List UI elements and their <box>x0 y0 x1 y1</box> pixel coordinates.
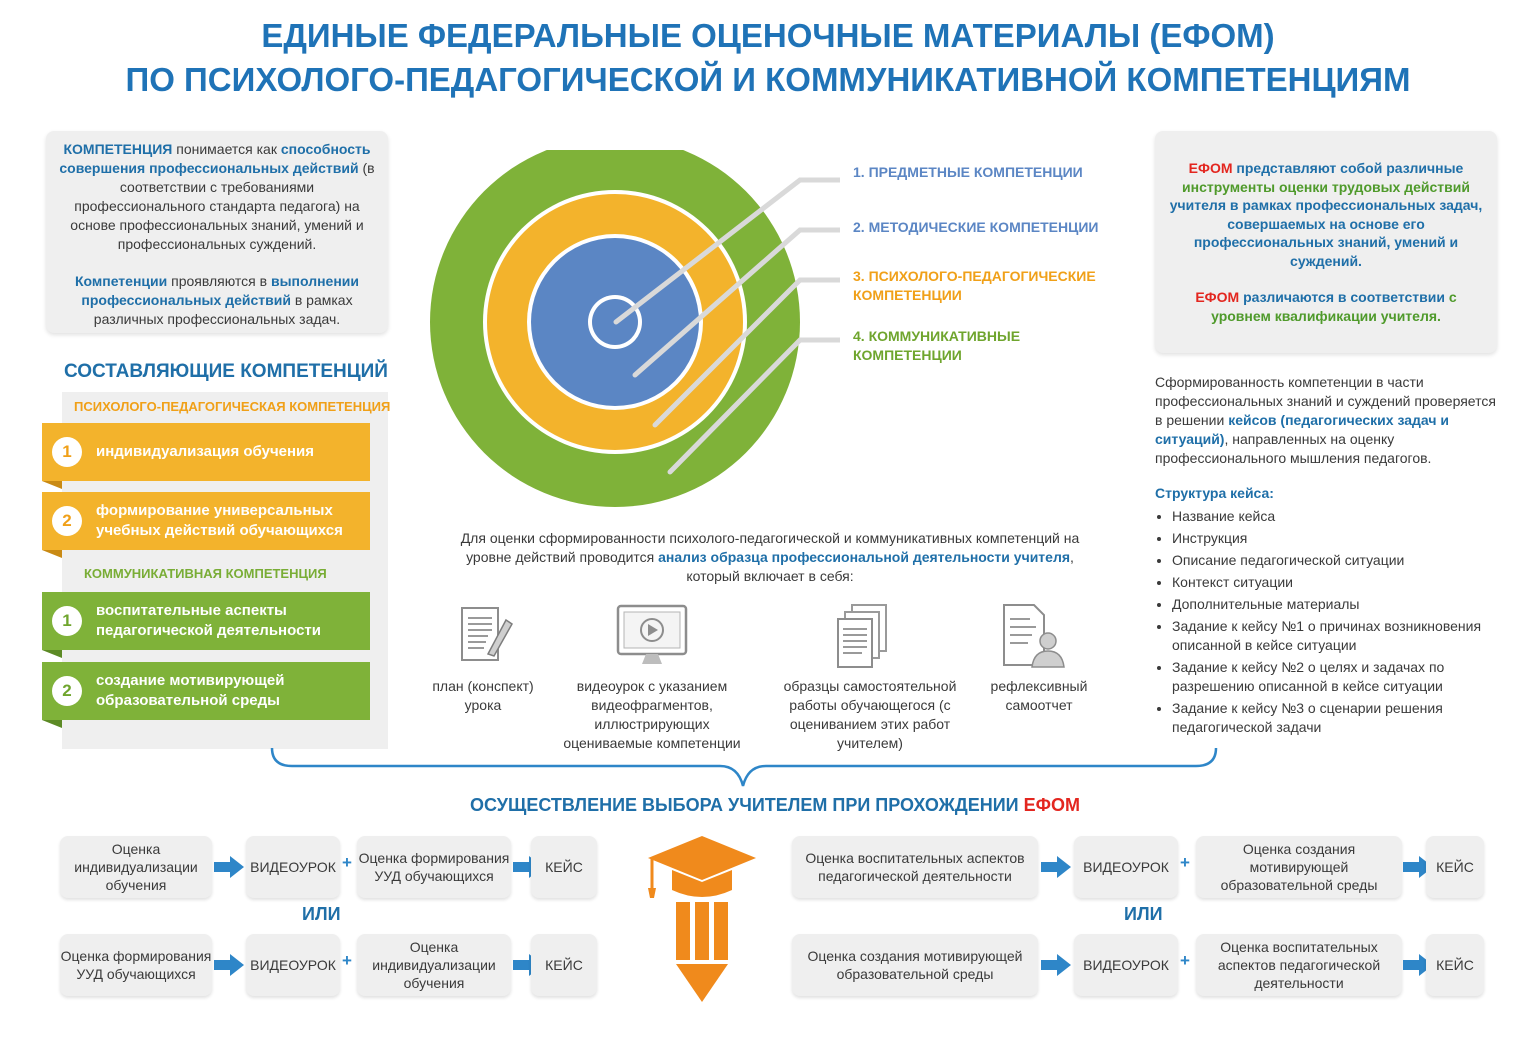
term-instruments: инструменты оценки трудовых действий <box>1182 178 1470 195</box>
analysis-item-plan-label: план (конспект) урока <box>432 678 534 713</box>
plus-sign: + <box>1180 853 1190 872</box>
choice-left-1-assessment-a: Оценка индивидуализации обучения <box>60 836 212 898</box>
analysis-emphasis: анализ образца профессиональной деятельности учителя <box>658 549 1071 565</box>
list-item: • Описание педагогической ситуации <box>1172 551 1501 570</box>
text: понимается как <box>172 141 281 157</box>
or-label-right: ИЛИ <box>1124 904 1163 924</box>
choice-left-2-video: ВИДЕОУРОК <box>246 934 340 996</box>
comm-item-1-text: воспитательные аспекты педагогической деятельности <box>96 602 321 639</box>
psych-item-1 <box>42 423 370 481</box>
arrow-right-icon <box>212 952 246 978</box>
term-efom: ЕФОМ <box>1188 160 1233 176</box>
analysis-item-report-label: рефлексивный самоотчет <box>990 678 1088 713</box>
choice-right-1-assessment-a: Оценка воспитательных аспектов педагогической деятельности <box>792 836 1038 898</box>
case-structure-heading: Структура кейса: <box>1155 485 1274 501</box>
cases-intro <box>1155 373 1500 468</box>
text: ОСУЩЕСТВЛЕНИЕ ВЫБОРА УЧИТЕЛЕМ ПРИ ПРОХОЖДЕНИИ <box>470 795 1024 815</box>
term-competence: КОМПЕТЕНЦИЯ <box>63 141 173 157</box>
number-badge: 1 <box>52 606 82 636</box>
arrow-right-icon <box>1039 854 1073 880</box>
title-line-2: ПО ПСИХОЛОГО-ПЕДАГОГИЧЕСКОЙ И КОММУНИКАТИВНОЙ КОМПЕТЕНЦИЯМ <box>125 61 1411 98</box>
band-fold <box>42 650 62 658</box>
text: различаются в соответствии <box>1239 289 1449 305</box>
ring-label-psych: 3. ПСИХОЛОГО-ПЕДАГОГИЧЕСКИЕ КОМПЕТЕНЦИИ <box>853 268 1096 303</box>
arrow-right-icon <box>1039 952 1073 978</box>
text: представляют собой различные <box>1232 160 1464 176</box>
choice-right-1-assessment-b: Оценка создания мотивирующей образовательной среды <box>1196 836 1402 898</box>
term-efom: ЕФОМ <box>1195 289 1240 305</box>
case-structure-list <box>1156 507 1501 740</box>
cases-emphasis: кейсов (педагогических задач и ситуаций) <box>1155 412 1449 447</box>
documents-stack-icon <box>834 603 894 671</box>
term-actions: выполнении профессиональных действий <box>81 273 360 308</box>
term-qualification: с уровнем квалификации учителя. <box>1211 289 1457 324</box>
choice-left-2-assessment-a: Оценка формирования УУД обучающихся <box>60 934 212 996</box>
choice-right-2-case: КЕЙС <box>1426 934 1484 996</box>
choice-left-2-case: КЕЙС <box>531 934 597 996</box>
ring-label-communicative: 4. КОММУНИКАТИВНЫЕ КОМПЕТЕНЦИИ <box>853 328 1021 363</box>
plus-sign: + <box>342 853 352 872</box>
graduation-cap-pencil-icon <box>642 830 762 1006</box>
list-item: • Инструкция <box>1172 529 1501 548</box>
comm-competence-label: КОММУНИКАТИВНАЯ КОМПЕТЕНЦИЯ <box>84 566 327 581</box>
text: , направленных на оценку профессионального мышления педагогов. <box>1155 431 1432 466</box>
psych-competence-label: ПСИХОЛОГО-ПЕДАГОГИЧЕСКАЯ КОМПЕТЕНЦИЯ <box>74 399 391 414</box>
list-item: • Задание к кейсу №1 о причинах возникновения описанной в кейсе ситуации <box>1172 617 1501 655</box>
comm-item-1 <box>42 592 370 650</box>
number-badge: 1 <box>52 437 82 467</box>
text: учителя в рамках профессиональных задач, совершаемых на основе его профессиональных знаний, умений и суждений. <box>1169 197 1483 269</box>
band-fold <box>42 720 62 728</box>
comm-item-2 <box>42 662 370 720</box>
psych-item-2 <box>42 492 370 550</box>
plus-sign: + <box>342 951 352 970</box>
number-badge: 2 <box>52 676 82 706</box>
term-efom: ЕФОМ <box>1023 795 1080 815</box>
choice-heading <box>0 795 1536 816</box>
choice-left-1-case: КЕЙС <box>531 836 597 898</box>
efom-definition-paragraph <box>1165 159 1487 270</box>
choice-right-2-assessment-a: Оценка создания мотивирующей образовательной среды <box>792 934 1038 996</box>
text: , который включает в себя: <box>686 549 1074 584</box>
text: проявляются в <box>167 273 271 289</box>
band-fold <box>42 481 62 489</box>
plus-sign: + <box>1180 951 1190 970</box>
choice-right-2-video: ВИДЕОУРОК <box>1074 934 1178 996</box>
list-item: • Задание к кейсу №2 о целях и задачах по разрешению описанной в кейсе ситуации <box>1172 658 1501 696</box>
efom-difference-paragraph <box>1165 288 1487 325</box>
competence-manifest-paragraph <box>54 272 380 329</box>
choice-left-1-video: ВИДЕОУРОК <box>246 836 340 898</box>
comm-item-2-text: создание мотивирующей образовательной среды <box>96 672 285 709</box>
arrow-right-icon <box>212 854 246 880</box>
competence-definition-paragraph <box>54 140 380 254</box>
efom-definition-box <box>1155 131 1497 353</box>
analysis-item-works-label: образцы самостоятельной работы обучающегося (с оцениванием этих работ учителем) <box>783 678 957 751</box>
ring-label-subject: 1. ПРЕДМЕТНЫЕ КОМПЕТЕНЦИИ <box>853 164 1083 180</box>
text: в рамках различных профессиональных задач. <box>93 292 353 327</box>
choice-left-1-assessment-b: Оценка формирования УУД обучающихся <box>357 836 511 898</box>
document-pencil-icon <box>458 604 516 668</box>
psych-item-2-text: формирование универсальных учебных действий обучающихся <box>96 502 343 539</box>
text: (в соответствии с требованиями профессионального стандарта педагога) на основе профессиональных знаний, умений и профессиональных суждений. <box>70 160 375 252</box>
or-label-left: ИЛИ <box>302 904 341 924</box>
choice-right-2-assessment-b: Оценка воспитательных аспектов педагогической деятельности <box>1196 934 1402 996</box>
components-heading: СОСТАВЛЯЮЩИЕ КОМПЕТЕНЦИЙ <box>64 361 388 382</box>
choice-left-2-assessment-b: Оценка индивидуализации обучения <box>357 934 511 996</box>
report-person-icon <box>1000 603 1068 671</box>
analysis-item-video-label: видеоурок с указанием видеофрагментов, иллюстрирующих оцениваемые компетенции <box>563 678 741 751</box>
term-competences: Компетенции <box>74 273 168 289</box>
band-fold <box>42 550 62 558</box>
list-item: • Задание к кейсу №3 о сценарии решения педагогической задачи <box>1172 699 1501 737</box>
competence-rings-diagram <box>420 150 840 520</box>
term-ability: способность совершения профессиональных действий <box>59 141 371 176</box>
competence-definition-box <box>46 131 388 333</box>
text: Для оценки сформированности психолого-педагогической и коммуникативных компетенций на уровне действий проводится <box>460 530 1080 565</box>
list-item: • Дополнительные материалы <box>1172 595 1501 614</box>
ring-label-methodical: 2. МЕТОДИЧЕСКИЕ КОМПЕТЕНЦИИ <box>853 219 1099 235</box>
text: Сформированность компетенции в части профессиональных знаний и суждений проверяется в решении <box>1155 374 1496 428</box>
title-line-1: ЕДИНЫЕ ФЕДЕРАЛЬНЫЕ ОЦЕНОЧНЫЕ МАТЕРИАЛЫ (ЕФОМ) <box>261 17 1275 54</box>
video-monitor-icon <box>616 604 688 668</box>
choice-right-1-video: ВИДЕОУРОК <box>1074 836 1178 898</box>
choice-right-1-case: КЕЙС <box>1426 836 1484 898</box>
list-item: • Название кейса <box>1172 507 1501 526</box>
list-item: • Контекст ситуации <box>1172 573 1501 592</box>
psych-item-1-text: индивидуализация обучения <box>96 443 315 460</box>
analysis-intro <box>445 529 1095 586</box>
number-badge: 2 <box>52 506 82 536</box>
brace-connector <box>268 744 1222 792</box>
